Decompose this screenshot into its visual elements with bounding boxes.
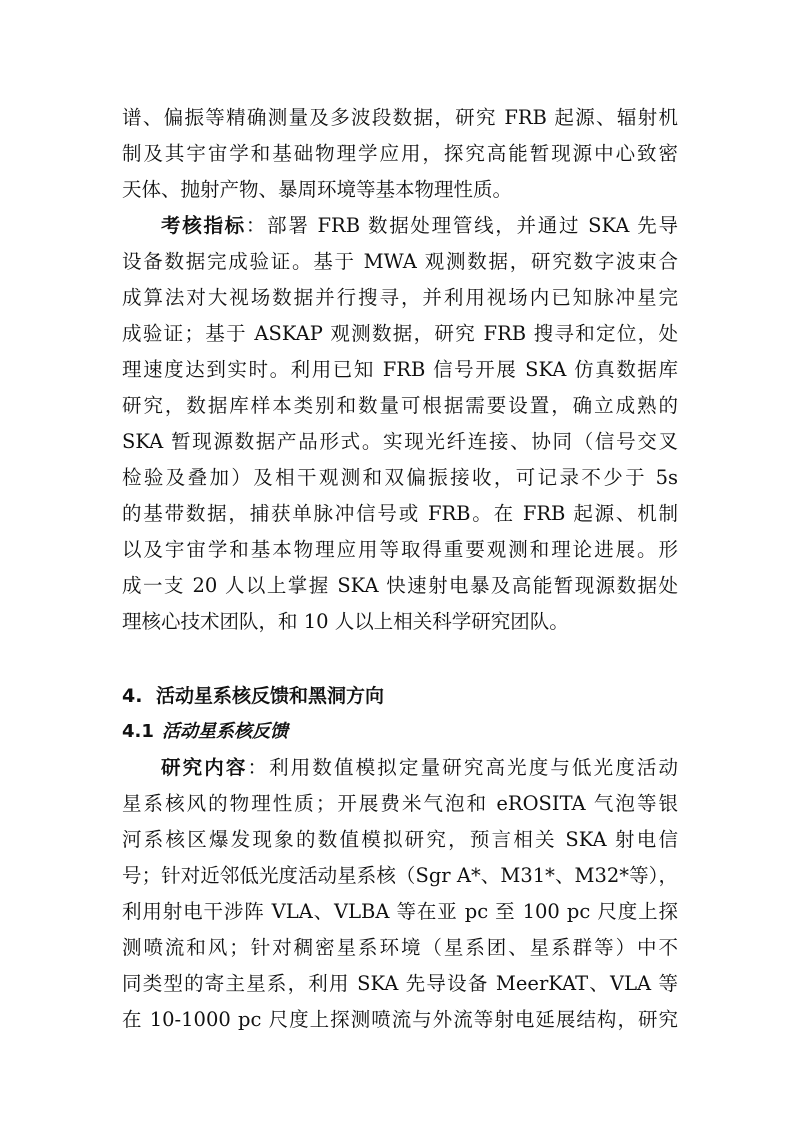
text-line: 的基带数据，捕获单脉冲信号或 FRB。在 FRB 起源、机制 <box>122 502 678 525</box>
document-page <box>122 100 678 1038</box>
text-line: 天体、抛射产物、暴周环境等基本物理性质。 <box>122 178 513 201</box>
text-line: 检验及叠加）及相干观测和双偏振接收，可记录不少于 5s <box>122 466 678 489</box>
text-span: ：利用数值模拟定量研究高光度与低光度活动 <box>247 756 678 779</box>
text-line: 以及宇宙学和基本物理应用等取得重要观测和理论进展。形 <box>122 538 678 561</box>
text-line: 在 10-1000 pc 尺度上探测喷流与外流等射电延展结构，研究 <box>122 1008 678 1031</box>
section-heading-4 <box>122 678 678 714</box>
text-line: 成算法对大视场数据并行搜寻，并利用视场内已知脉冲星完 <box>122 286 678 309</box>
text-line: 测喷流和风；针对稠密星系环境（星系团、星系群等）中不 <box>122 936 678 959</box>
assessment-lead-label: 考核指标 <box>161 214 246 237</box>
text-line: 同类型的寄主星系，利用 SKA 先导设备 MeerKAT、VLA 等 <box>122 972 678 995</box>
section-title: 活动星系核反馈和黑洞方向 <box>156 685 385 707</box>
text-line: 设备数据完成验证。基于 MWA 观测数据，研究数字波束合 <box>122 250 678 273</box>
text-line: 河系核区爆发现象的数值模拟研究，预言相关 SKA 射电信 <box>122 828 678 851</box>
paragraph-frb-continuation <box>122 100 678 208</box>
text-line: 利用射电干涉阵 VLA、VLBA 等在亚 pc 至 100 pc 尺度上探 <box>122 900 678 923</box>
paragraph-assessment-indicators <box>122 208 678 640</box>
subsection-number: 4.1 <box>122 721 154 742</box>
text-line: 号；针对近邻低光度活动星系核（Sgr A*、M31*、M32*等）， <box>122 864 678 887</box>
text-line <box>122 750 678 786</box>
text-line: 制及其宇宙学和基础物理学应用，探究高能暂现源中心致密 <box>122 142 678 165</box>
text-line: 理核心技术团队，和 10 人以上相关科学研究团队。 <box>122 610 569 633</box>
text-line <box>122 208 678 244</box>
text-line: 成验证；基于 ASKAP 观测数据，研究 FRB 搜寻和定位，处 <box>122 322 678 345</box>
paragraph-research-content <box>122 750 678 1038</box>
subsection-title: 活动星系核反馈 <box>162 721 288 742</box>
text-line: 成一支 20 人以上掌握 SKA 快速射电暴及高能暂现源数据处 <box>122 574 678 597</box>
section-number: 4. <box>122 685 143 707</box>
section-spacer <box>122 640 678 678</box>
research-content-lead-label: 研究内容 <box>161 756 248 779</box>
subsection-heading-4-1 <box>122 714 678 750</box>
text-span: ：部署 FRB 数据处理管线，并通过 SKA 先导 <box>245 214 678 237</box>
text-line: 理速度达到实时。利用已知 FRB 信号开展 SKA 仿真数据库 <box>122 358 678 381</box>
text-line: 谱、偏振等精确测量及多波段数据，研究 FRB 起源、辐射机 <box>122 106 678 129</box>
text-line: 星系核风的物理性质；开展费米气泡和 eROSITA 气泡等银 <box>122 792 678 815</box>
text-line: SKA 暂现源数据产品形式。实现光纤连接、协同（信号交叉 <box>122 430 678 453</box>
text-line: 研究，数据库样本类别和数量可根据需要设置，确立成熟的 <box>122 394 678 417</box>
